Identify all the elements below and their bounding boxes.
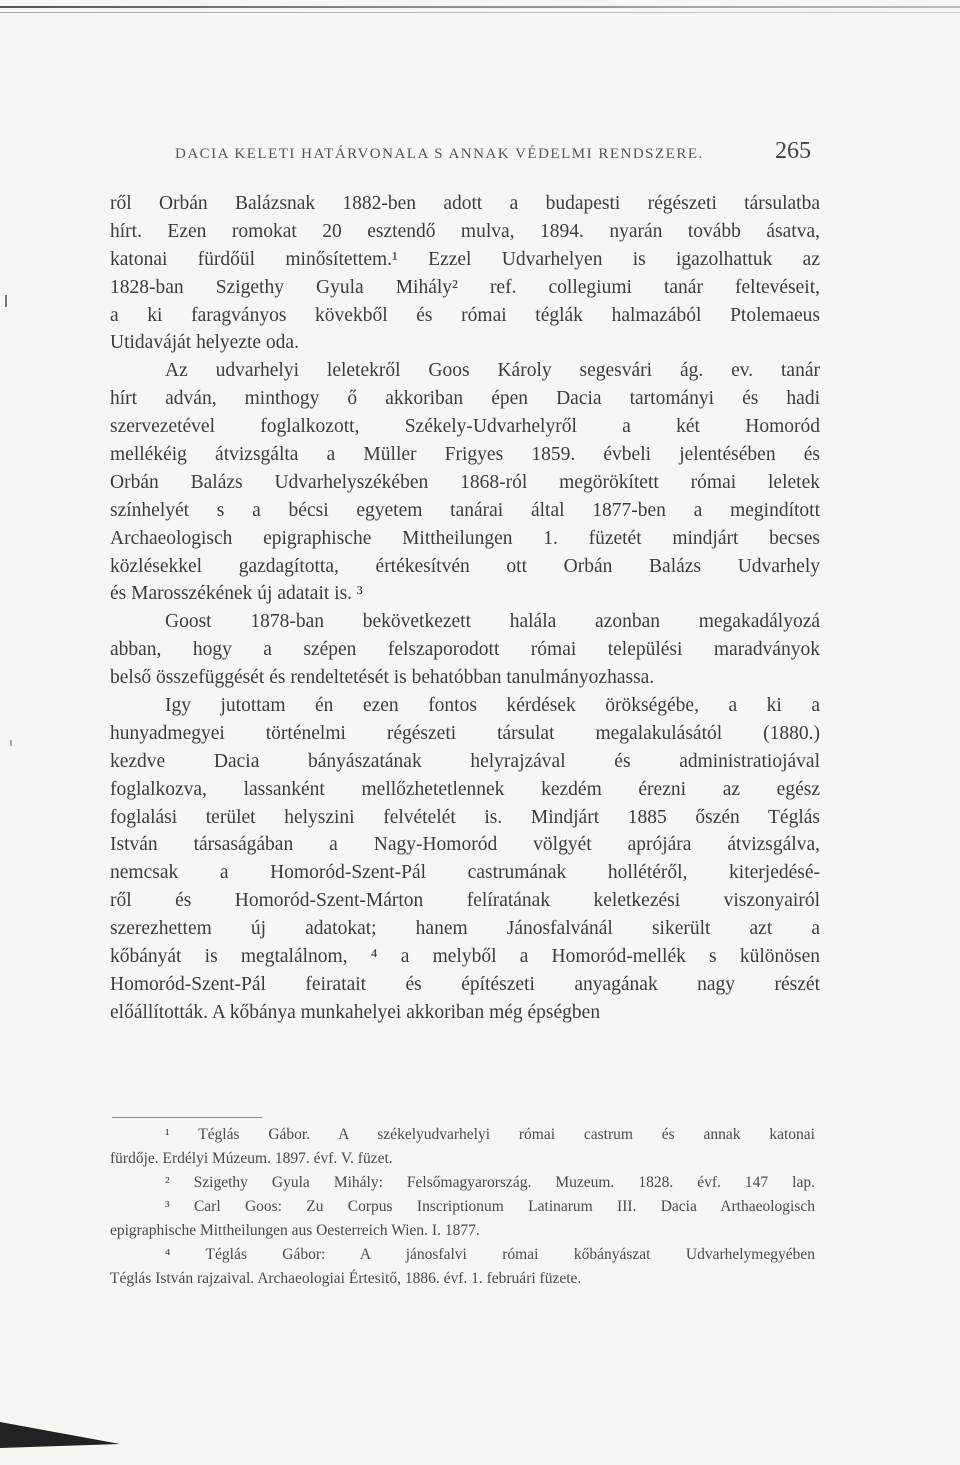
text-line: előállították. A kőbánya munkahelyei akkoriban még épségben [110, 1001, 601, 1023]
text-line: Igy jutottam én ezen fontos kérdések örökségébe, a ki a [165, 695, 820, 717]
text-line: nemcsak a Homoród-Szent-Pál castrumának hollétéről, kiterjedésé- [110, 862, 820, 884]
running-head: DACIA KELETI HATÁRVONALA S ANNAK VÉDELMI RENDSZERE. [175, 146, 704, 162]
text-line: hunyadmegyei történelmi régészeti társulat megalakulásától (1880.) [110, 722, 820, 744]
body-text [110, 190, 820, 1027]
text-line: közlésekkel gazdagította, értékesítvén ott Orbán Balázs Udvarhely [110, 555, 820, 577]
scan-top-edge [0, 6, 960, 8]
text-line: Az udvarhelyi leletekről Goos Károly segesvári ág. ev. tanár [165, 360, 820, 382]
text-line: Utidaváját helyezte oda. [110, 332, 299, 354]
text-line: abban, hogy a szépen felszaporodott római települési maradványok [110, 639, 820, 661]
scan-corner-shadow [0, 1418, 130, 1448]
page-number: 265 [775, 138, 811, 164]
text-line: ről Orbán Balázsnak 1882-ben adott a budapesti régészeti társulatba [110, 193, 820, 214]
scan-margin-mark [5, 295, 7, 307]
footnote-line: ³ Carl Goos: Zu Corpus Inscriptionum Latinarum III. Dacia Arthaeologisch [165, 1198, 815, 1215]
text-line: belső összefüggését és rendeltetését is behatóbban tanulmányozhassa. [110, 667, 655, 689]
text-line: ről és Homoród-Szent-Márton felíratának keletkezési viszonyairól [110, 890, 820, 912]
text-line: foglalási terület helyszini felvételét is. Mindjárt 1885 őszén Téglás [110, 806, 820, 828]
text-line: kőbányát is megtalálnom, ⁴ a melyből a Homoród-mellék s különösen [110, 946, 820, 968]
text-line: kezdve Dacia bányászatának helyrajzával és administratiojával [110, 750, 820, 772]
text-line: foglalkozva, lassanként mellőzhetetlennek kezdém érezni az egész [110, 778, 820, 800]
footnote-line: ¹ Téglás Gábor. A székelyudvarhelyi római castrum és annak katonai [165, 1126, 815, 1143]
text-line: hírt. Ezen romokat 20 esztendő mulva, 1894. nyarán tovább ásatva, [110, 220, 820, 242]
text-line: Goost 1878-ban bekövetkezett halála azonban megakadályozá [165, 611, 820, 633]
text-line: 1828-ban Szigethy Gyula Mihály² ref. collegiumi tanár feltevéseit, [110, 276, 820, 298]
text-line: hírt adván, minthogy ő akkoriban épen Dacia tartományi és hadi [110, 388, 820, 410]
text-line: szervezetével foglalkozott, Székely-Udvarhelyről a két Homoród [110, 416, 820, 438]
text-line: a ki faragványos kövekből és római téglák halmazából Ptolemaeus [110, 304, 820, 326]
text-line: Orbán Balázs Udvarhelyszékében 1868-ról megörökített római leletek [110, 471, 820, 493]
footnotes [110, 1123, 815, 1291]
scan-margin-mark-small [10, 740, 12, 746]
text-line: István társaságában a Nagy-Homoród völgyét aprójára átvizsgálva, [110, 834, 820, 856]
text-line: színhelyét s a bécsi egyetem tanárai által 1877-ben a megindított [110, 499, 820, 521]
text-line: és Marosszékének új adatait is. ³ [110, 583, 363, 605]
text-line: szerezhettem új adatokat; hanem Jánosfalvánál sikerült azt a [110, 918, 820, 940]
text-line: katonai fürdőül minősítettem.¹ Ezzel Udvarhelyen is igazolhattuk az [110, 248, 820, 270]
text-line: Homoród-Szent-Pál feiratait és építészeti anyagának nagy részét [110, 973, 820, 995]
footnote-line: ⁴ Téglás Gábor: A jánosfalvi római kőbányászat Udvarhelymegyében [165, 1246, 815, 1263]
footnote-separator [112, 1117, 262, 1118]
text-line: Archaeologisch epigraphische Mittheilungen 1. füzetét mindjárt becses [110, 527, 820, 549]
footnote-line: epigraphische Mittheilungen aus Oesterreich Wien. I. 1877. [110, 1222, 480, 1239]
footnote-line: ² Szigethy Gyula Mihály: Felsőmagyarország. Muzeum. 1828. évf. 147 lap. [165, 1174, 815, 1191]
footnote-line: fürdője. Erdélyi Múzeum. 1897. évf. V. füzet. [110, 1150, 393, 1167]
page-header [0, 138, 960, 168]
text-line: mellékéig átvizsgálta a Müller Frigyes 1859. évbeli jelentésében és [110, 444, 820, 466]
footnote-line: Téglás István rajzaival. Archaeologiai Értesitő, 1886. évf. 1. februári füzete. [110, 1270, 582, 1287]
scan-top-edge-shadow [0, 12, 960, 13]
